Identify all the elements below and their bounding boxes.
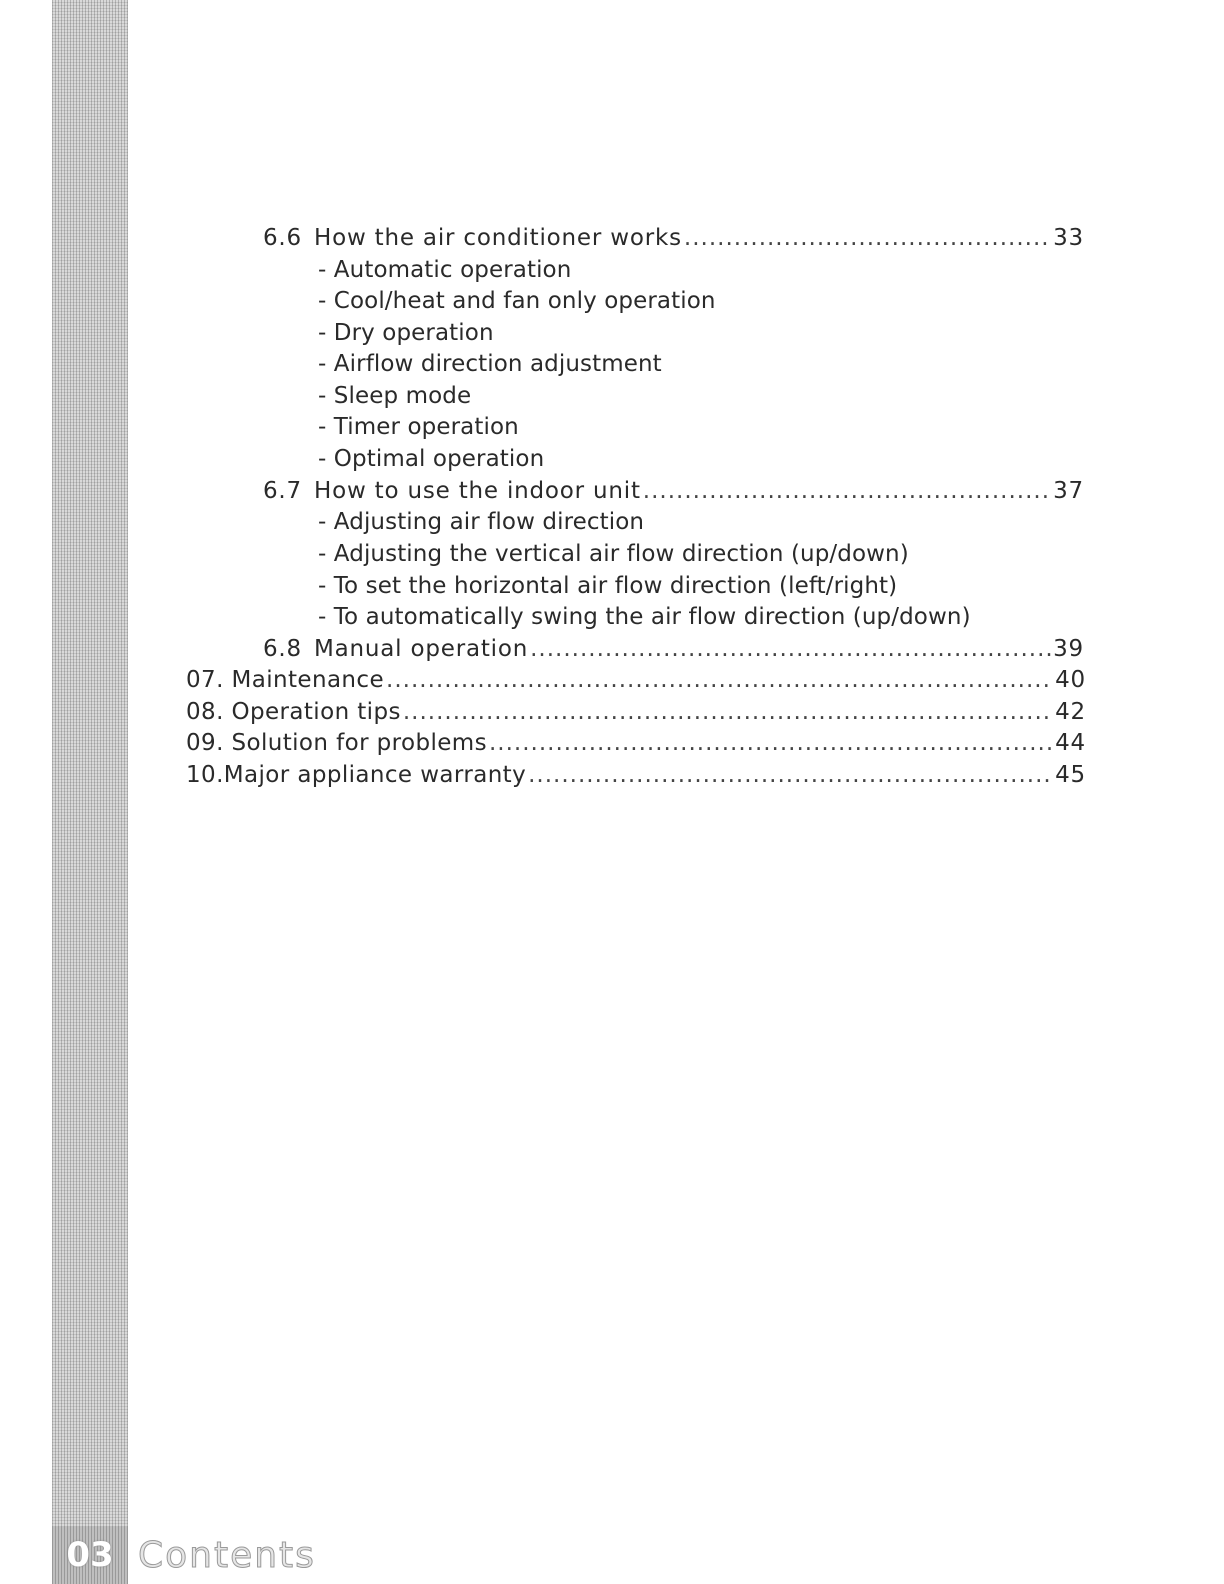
toc-dot-leader: [530, 633, 1051, 665]
toc-subitem-label: - Timer operation: [318, 414, 519, 440]
toc-dot-leader: [489, 727, 1053, 759]
toc-subitem: [318, 317, 494, 349]
toc-entry-title: Manual operation: [313, 636, 529, 662]
toc-entry-page: 40: [1055, 667, 1086, 693]
toc-subitem: [318, 254, 571, 286]
toc-entry-page: 42: [1055, 699, 1086, 725]
toc-entry-page: 37: [1053, 478, 1084, 504]
toc-subitem-label: - To set the horizontal air flow direction (left/right): [318, 573, 898, 599]
toc-dot-leader: [528, 759, 1053, 791]
toc-entry-08[interactable]: [186, 696, 1086, 728]
toc-subitem-label: - Dry operation: [318, 320, 494, 346]
toc-subitem: [318, 443, 544, 475]
toc-entry-10[interactable]: [186, 759, 1086, 791]
page-number-badge: 03: [52, 1526, 128, 1584]
toc-entry-09[interactable]: [186, 727, 1086, 759]
decorative-side-band: [52, 0, 128, 1584]
toc-subitem-label: - Automatic operation: [318, 257, 572, 283]
toc-entry-page: 33: [1053, 225, 1084, 251]
toc-entry-page: 44: [1055, 730, 1086, 756]
toc-subitem-label: - To automatically swing the air flow direction (up/down): [318, 604, 971, 630]
toc-subitem: [318, 285, 716, 317]
toc-entry-07[interactable]: [186, 664, 1086, 696]
page-footer: [52, 1526, 316, 1584]
toc-entry-number: 6.8: [263, 636, 302, 662]
toc-subitem: [318, 601, 971, 633]
toc-dot-leader: [643, 475, 1051, 507]
toc-subitem: [318, 570, 897, 602]
toc-dot-leader: [684, 222, 1051, 254]
toc-entry-page: 45: [1055, 762, 1086, 788]
toc-entry-6-7[interactable]: [263, 475, 1084, 507]
toc-entry-number: 6.6: [263, 225, 302, 251]
toc-entry-number: 6.7: [263, 478, 302, 504]
toc-dot-leader: [403, 696, 1053, 728]
toc-subitem: [318, 538, 909, 570]
toc-subitem-label: - Cool/heat and fan only operation: [318, 288, 716, 314]
toc-subitem: [318, 411, 519, 443]
toc-entry-title: How the air conditioner works: [313, 225, 682, 251]
toc-dot-leader: [386, 664, 1053, 696]
toc-entry-title: 07. Maintenance: [186, 667, 385, 693]
toc-subitem-label: - Adjusting air flow direction: [318, 509, 645, 535]
toc-subitem: [318, 348, 662, 380]
toc-entry-title: 10.Major appliance warranty: [186, 762, 527, 788]
toc-subitem-label: - Optimal operation: [318, 446, 545, 472]
toc-entry-title: 08. Operation tips: [186, 699, 401, 725]
toc-subitem: [318, 506, 644, 538]
toc-entry-6-8[interactable]: [263, 633, 1084, 665]
toc-entry-title: 09. Solution for problems: [186, 730, 487, 756]
toc-subitem-label: - Airflow direction adjustment: [318, 351, 662, 377]
section-title: Contents: [138, 1534, 316, 1576]
toc-subitem-label: - Sleep mode: [318, 383, 472, 409]
toc-subitem-label: - Adjusting the vertical air flow direction (up/down): [318, 541, 909, 567]
toc-subitem: [318, 380, 471, 412]
toc-entry-page: 39: [1053, 636, 1084, 662]
toc-entry-title: How to use the indoor unit: [313, 478, 641, 504]
toc-entry-6-6[interactable]: [263, 222, 1084, 254]
